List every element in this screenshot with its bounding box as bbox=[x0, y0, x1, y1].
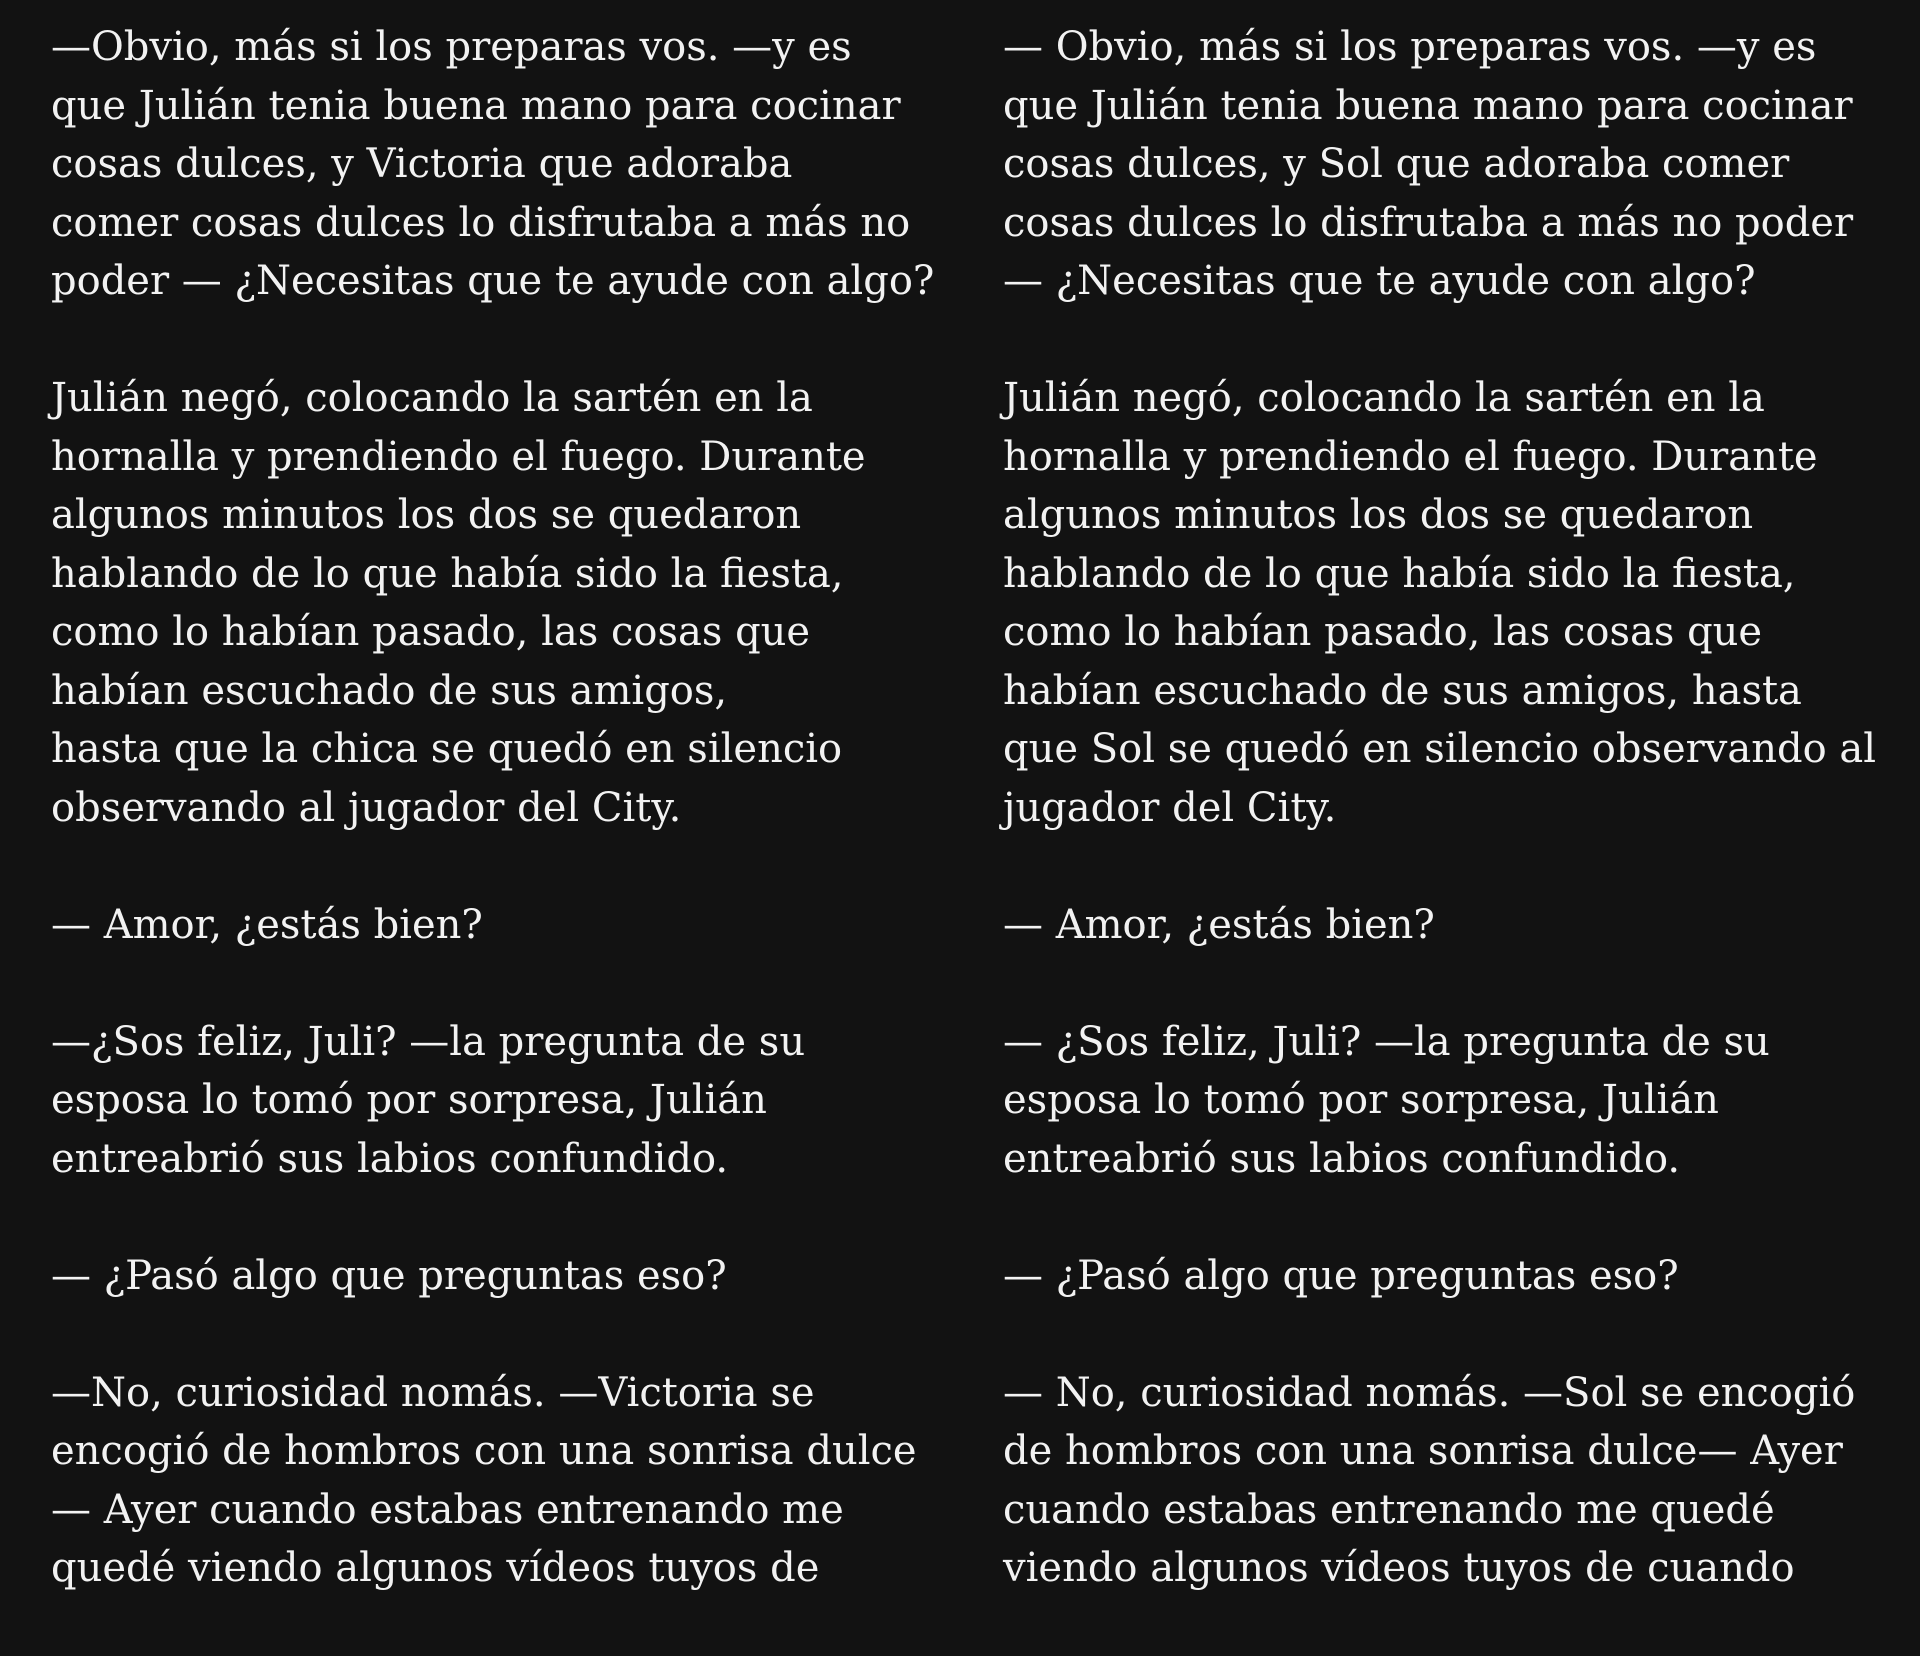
text-line: hornalla y prendiendo el fuego. Durante bbox=[1003, 433, 1818, 480]
text-line: cosas dulces, y Victoria que adoraba bbox=[51, 141, 793, 187]
text-line: Julián negó, colocando la sartén en la bbox=[1003, 375, 1765, 421]
text-line: — ¿Sos feliz, Juli? —la pregunta de su bbox=[1003, 1018, 1770, 1065]
paragraph bbox=[1003, 1364, 1903, 1598]
text-line: habían escuchado de sus amigos, hasta bbox=[1003, 667, 1802, 714]
text-line: cuando estabas entrenando me quedé bbox=[1003, 1486, 1775, 1533]
paragraph bbox=[51, 1013, 951, 1189]
text-line: hornalla y prendiendo el fuego. Durante bbox=[51, 433, 866, 480]
paragraph bbox=[1003, 896, 1903, 955]
text-line: — No, curiosidad nomás. —Sol se encogió bbox=[1003, 1369, 1856, 1416]
text-line: que Sol se quedó en silencio observando al bbox=[1003, 726, 1877, 772]
text-line: esposa lo tomó por sorpresa, Julián bbox=[1003, 1077, 1719, 1123]
text-line: de hombros con una sonrisa dulce— Ayer bbox=[1003, 1428, 1843, 1474]
text-line: comer cosas dulces lo disfrutaba a más no bbox=[51, 199, 911, 246]
text-line: observando al jugador del City. bbox=[51, 784, 682, 831]
text-line: que Julián tenia buena mano para cocinar bbox=[1003, 82, 1853, 129]
text-line: como lo habían pasado, las cosas que bbox=[1003, 609, 1763, 655]
text-line: hablando de lo que había sido la fiesta, bbox=[1003, 550, 1796, 597]
paragraph bbox=[51, 369, 951, 837]
text-line: viendo algunos vídeos tuyos de cuando bbox=[1003, 1545, 1795, 1591]
text-line: — Ayer cuando estabas entrenando me bbox=[51, 1486, 844, 1533]
paragraph bbox=[1003, 369, 1903, 837]
text-line: hablando de lo que había sido la fiesta, bbox=[51, 550, 844, 597]
text-line: entreabrió sus labios confundido. bbox=[51, 1135, 729, 1182]
paragraph bbox=[51, 1364, 951, 1598]
paragraph bbox=[51, 18, 951, 311]
text-line: esposa lo tomó por sorpresa, Julián bbox=[51, 1077, 767, 1123]
text-line: habían escuchado de sus amigos, bbox=[51, 667, 728, 714]
text-line: como lo habían pasado, las cosas que bbox=[51, 609, 811, 655]
text-line: poder — ¿Necesitas que te ayude con algo? bbox=[51, 258, 935, 304]
text-line: cosas dulces, y Sol que adoraba comer bbox=[1003, 141, 1790, 187]
text-line: cosas dulces lo disfrutaba a más no poder bbox=[1003, 199, 1854, 246]
text-line: algunos minutos los dos se quedaron bbox=[1003, 492, 1754, 538]
left-text-column bbox=[51, 18, 951, 1656]
text-line: —Obvio, más si los preparas vos. —y es bbox=[51, 24, 852, 70]
paragraph bbox=[1003, 1247, 1903, 1306]
text-line: Julián negó, colocando la sartén en la bbox=[51, 375, 813, 421]
text-line: algunos minutos los dos se quedaron bbox=[51, 492, 802, 538]
paragraph bbox=[51, 1247, 951, 1306]
text-line: — Obvio, más si los preparas vos. —y es bbox=[1003, 24, 1817, 70]
text-line: — Amor, ¿estás bien? bbox=[51, 901, 483, 948]
text-line: — ¿Necesitas que te ayude con algo? bbox=[1003, 258, 1756, 304]
right-text-column bbox=[1003, 18, 1903, 1656]
text-line: — ¿Pasó algo que preguntas eso? bbox=[51, 1252, 727, 1299]
paragraph bbox=[1003, 18, 1903, 311]
text-line: — Amor, ¿estás bien? bbox=[1003, 901, 1435, 948]
paragraph bbox=[1003, 1013, 1903, 1189]
text-line: — ¿Pasó algo que preguntas eso? bbox=[1003, 1252, 1679, 1299]
text-line: —¿Sos feliz, Juli? —la pregunta de su bbox=[51, 1018, 806, 1065]
text-line: quedé viendo algunos vídeos tuyos de bbox=[51, 1545, 820, 1591]
text-line: —No, curiosidad nomás. —Victoria se bbox=[51, 1369, 815, 1416]
text-line: jugador del City. bbox=[1003, 784, 1337, 831]
paragraph bbox=[51, 896, 951, 955]
text-line: encogió de hombros con una sonrisa dulce bbox=[51, 1428, 917, 1474]
text-line: hasta que la chica se quedó en silencio bbox=[51, 726, 843, 772]
text-line: que Julián tenia buena mano para cocinar bbox=[51, 82, 901, 129]
text-line: entreabrió sus labios confundido. bbox=[1003, 1135, 1681, 1182]
